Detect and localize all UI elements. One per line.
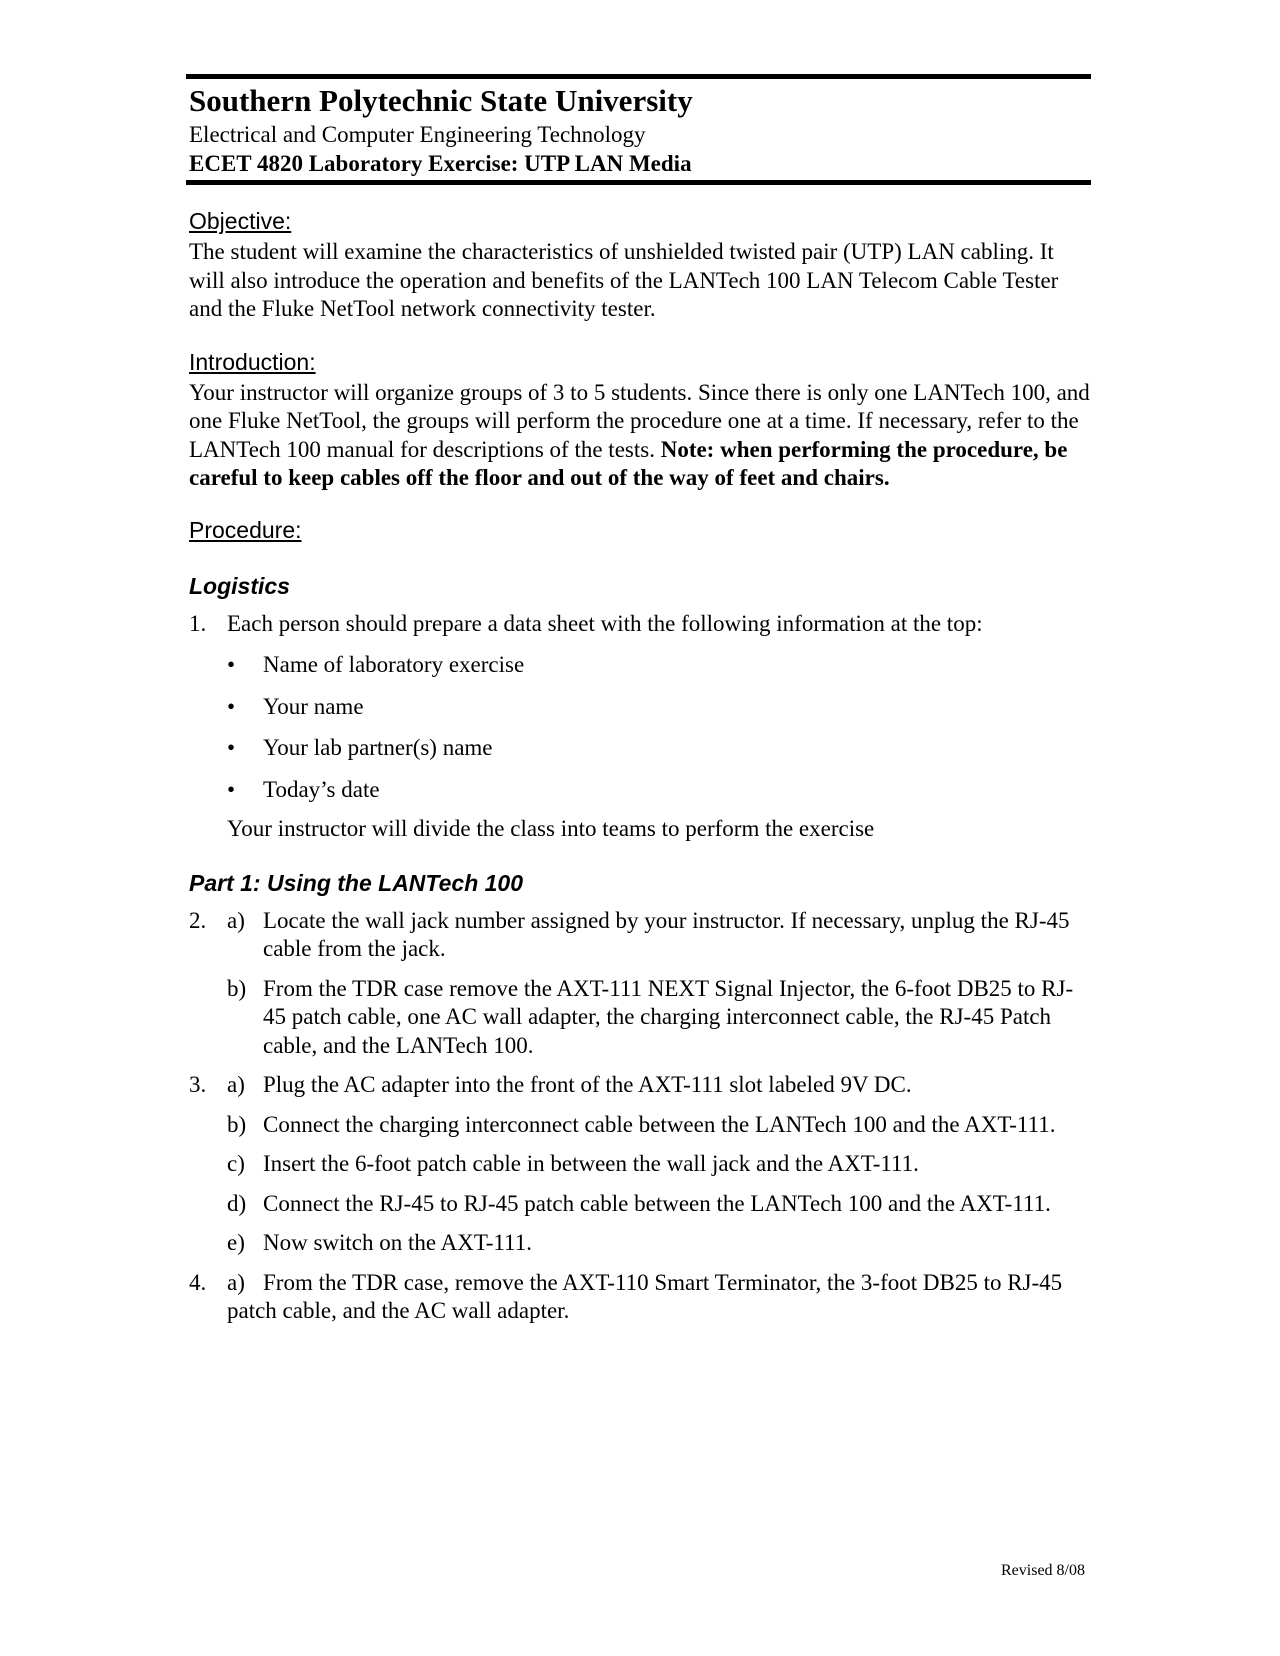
- bullet-icon: •: [227, 652, 236, 677]
- substep-text: From the TDR case remove the AXT-111 NEXT Signal Injector, the 6-foot DB25 to RJ-45 patch cable, one AC wall adapter, the charging interconnect cable, the RJ-45 Patch cable, and the LANTech 100.: [263, 975, 1074, 1058]
- revision-date: Revised 8/08: [1001, 1562, 1085, 1579]
- step-number: 3.: [189, 1072, 207, 1097]
- step-3e: [189, 1229, 1094, 1258]
- bullet-icon: •: [227, 776, 236, 802]
- document-body: [189, 206, 1094, 1326]
- step-text: Each person should prepare a data sheet with the following information at the top:: [227, 610, 983, 636]
- list-item: [189, 776, 1094, 805]
- step-3b: [189, 1111, 1094, 1140]
- part1-heading: Part 1: Using the LANTech 100: [189, 869, 524, 896]
- step-3d: [189, 1190, 1094, 1219]
- step-2a: [189, 907, 1094, 964]
- list-item-text: Today’s date: [263, 776, 380, 802]
- step-number: 4.: [189, 1269, 207, 1295]
- objective-text: The student will examine the characteristics of unshielded twisted pair (UTP) LAN cabling. It will also introduce the operation and benefits of the LANTech 100 LAN Telecom Cable Tester and the Fluke NetTool network connectivity tester.: [189, 239, 1059, 321]
- team-division-note: Your instructor will divide the class into teams to perform the exercise: [227, 816, 875, 841]
- list-item-text: Name of laboratory exercise: [263, 652, 525, 677]
- step-2b: [189, 975, 1094, 1061]
- university-name: Southern Polytechnic State University: [189, 83, 693, 118]
- substep-text: From the TDR case, remove the AXT-110 Smart Terminator, the 3-foot DB25 to RJ-45 patch cable, and the AC wall adapter.: [227, 1269, 1063, 1323]
- substep-label: a): [227, 907, 245, 933]
- substep-text: Connect the RJ-45 to RJ-45 patch cable between the LANTech 100 and the AXT-111.: [263, 1190, 1051, 1216]
- substep-label: b): [227, 1111, 247, 1137]
- step-4a: [189, 1269, 1094, 1326]
- list-item-text: Your lab partner(s) name: [263, 735, 493, 760]
- department-name: Electrical and Computer Engineering Technology: [189, 122, 646, 147]
- introduction-paragraph: [189, 379, 1094, 493]
- header-bottom-rule: [186, 180, 1091, 185]
- introduction-heading: Introduction:: [189, 348, 316, 375]
- substep-text: Plug the AC adapter into the front of the AXT-111 slot labeled 9V DC.: [263, 1072, 912, 1097]
- step-3a: [189, 1071, 1094, 1100]
- procedure-heading: Procedure:: [189, 516, 302, 543]
- introduction-safety-note: Note: when performing the procedure, be careful to keep cables off the floor and out of the way of feet and chairs.: [189, 436, 1068, 490]
- substep-label: b): [227, 975, 247, 1001]
- step-1: [189, 610, 1094, 639]
- substep-text: Insert the 6-foot patch cable in between the wall jack and the AXT-111.: [263, 1151, 919, 1176]
- substep-label: e): [227, 1230, 245, 1255]
- list-item: [189, 734, 1094, 763]
- step-number: 1.: [189, 610, 207, 636]
- list-item: [189, 693, 1094, 722]
- header-top-rule: [186, 74, 1091, 79]
- substep-label: c): [227, 1151, 245, 1176]
- list-item: [189, 651, 1094, 680]
- substep-label: a): [227, 1072, 245, 1097]
- step-3c: [189, 1150, 1094, 1179]
- substep-label: d): [227, 1190, 247, 1216]
- bullet-icon: •: [227, 693, 236, 719]
- substep-text: Locate the wall jack number assigned by your instructor. If necessary, unplug the RJ-45 cable from the jack.: [263, 907, 1070, 961]
- substep-text: Connect the charging interconnect cable between the LANTech 100 and the AXT-111.: [263, 1111, 1056, 1137]
- list-item-text: Your name: [263, 693, 364, 719]
- introduction-text: Your instructor will organize groups of 3 to 5 students. Since there is only one LANTech 100, and one Fluke NetTool, the groups will perform the procedure one at a time. If necessary, refer to the LANTech 100 manual for descriptions of the tests.: [189, 379, 1090, 462]
- course-title: ECET 4820 Laboratory Exercise: UTP LAN Media: [189, 151, 692, 176]
- step-number: 2.: [189, 907, 207, 933]
- logistics-heading: Logistics: [189, 572, 290, 599]
- bullet-icon: •: [227, 735, 236, 760]
- substep-text: Now switch on the AXT-111.: [263, 1230, 532, 1255]
- objective-heading: Objective:: [189, 208, 292, 234]
- substep-label: a): [227, 1269, 245, 1295]
